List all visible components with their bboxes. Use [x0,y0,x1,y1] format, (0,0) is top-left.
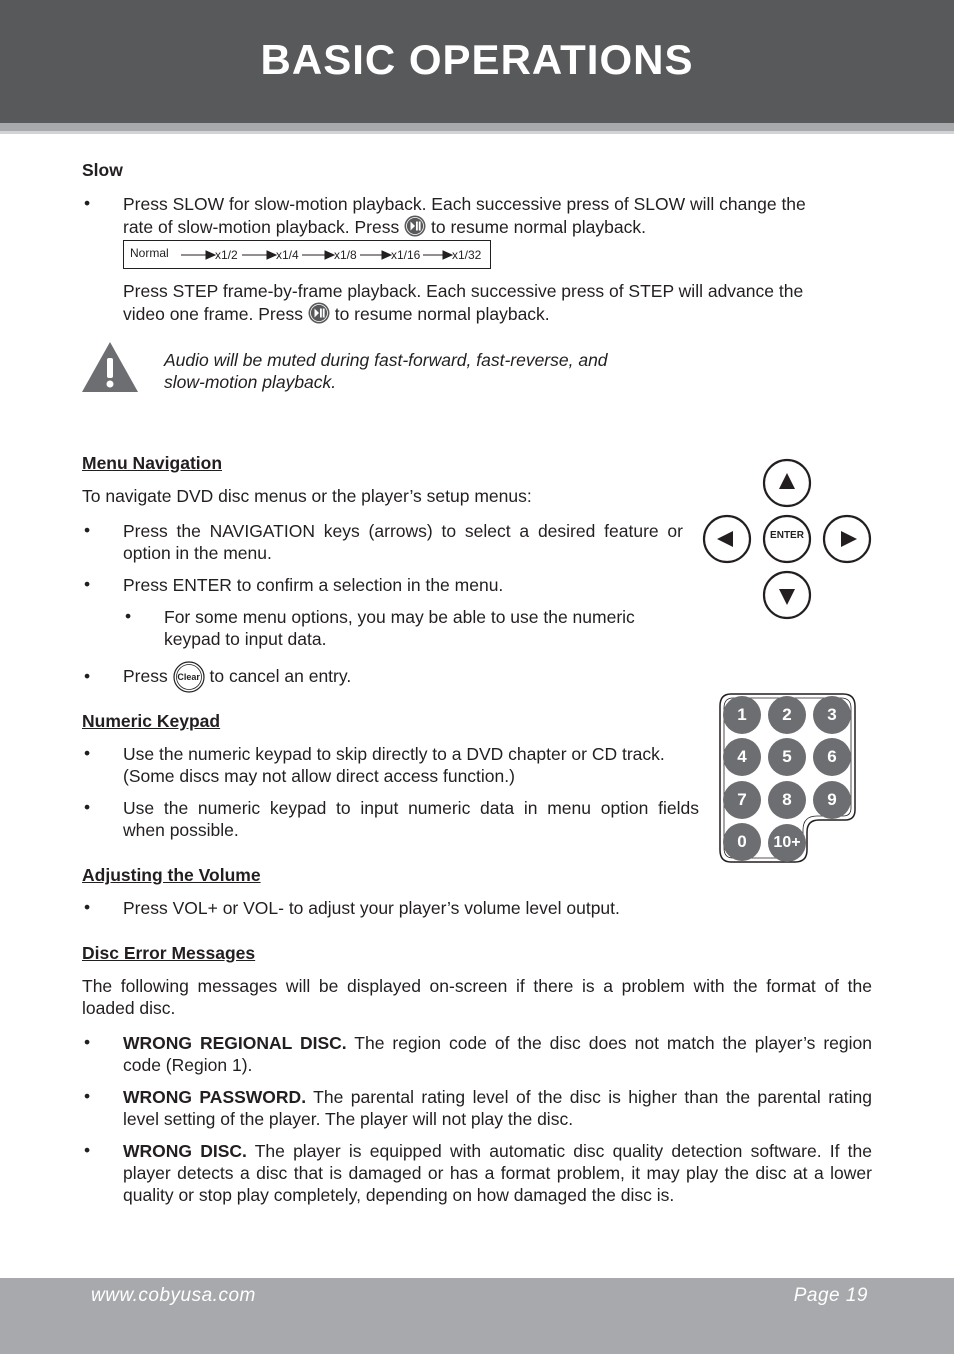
step-line-1: Press STEP frame-by-frame playback. Each successive press of STEP will advance the [123,281,804,301]
error-2-line1 [123,1086,872,1108]
clear-label: Clear [177,672,200,683]
numeric-keypad-heading: Numeric Keypad [82,711,221,731]
menu-nav-sub-line1: For some menu options, you may be able to use the numeric [164,607,635,627]
error-wrong-disc [123,1140,872,1206]
menu-nav-bullet-3 [123,660,351,693]
bullet: • [84,574,91,594]
header-divider-light [0,131,954,134]
numeric-b2-line2: when possible. [123,820,239,840]
bullet: • [84,1086,91,1106]
header-divider [0,123,954,131]
arrow-icon [206,251,215,259]
rate-5: x1/32 [452,248,482,262]
menu-nav-b1-line1: Press the NAVIGATION keys (arrows) to select a desired feature or [123,521,683,541]
bullet: • [84,1140,91,1160]
key-1: 1 [723,696,761,734]
enter-label: ENTER [770,530,804,541]
key-10-plus: 10+ [768,824,806,862]
error-1-title: WRONG REGIONAL DISC. [123,1033,347,1053]
bullet: • [84,666,91,686]
navigation-pad [700,456,876,622]
warning-icon [81,341,139,398]
arrow-icon [325,251,334,259]
numeric-keypad-graphic [719,693,857,863]
bullet: • [84,797,91,817]
error-3-line3: quality or stop play completely, depending on how damaged the disc is. [123,1185,675,1205]
rate-3: x1/8 [334,248,357,262]
error-3-line1 [123,1140,872,1162]
error-wrong-password [123,1086,872,1130]
key-9: 9 [813,781,851,819]
slow-line-2a: rate of slow-motion playback. Press [123,217,400,238]
rate-1: x1/2 [215,248,238,262]
play-pause-icon [308,302,330,329]
menu-nav-b1-line2: option in the menu. [123,543,272,563]
key-0: 0 [723,823,761,861]
rate-normal: Normal [130,246,169,260]
key-3: 3 [813,696,851,734]
disc-errors-intro [82,975,872,1019]
error-1-line1 [123,1032,872,1054]
page-title: BASIC OPERATIONS [260,36,694,83]
down-arrow-button [764,572,810,618]
step-line-2a: video one frame. Press [123,304,303,325]
right-arrow-button [824,516,870,562]
disc-errors-heading: Disc Error Messages [82,943,256,963]
bullet: • [125,606,132,626]
key-6: 6 [813,738,851,776]
slow-line-2b: to resume normal playback. [430,217,646,238]
step-text [123,280,863,329]
key-7: 7 [723,781,761,819]
error-3-title: WRONG DISC. [123,1141,247,1161]
error-2-text: The parental rating level of the disc is higher than the parental rating [306,1087,872,1107]
warning-text [164,349,684,393]
error-wrong-regional-disc [123,1032,872,1076]
footer-url[interactable]: www.cobyusa.com [91,1285,256,1306]
bullet: • [84,743,91,763]
bullet: • [84,897,91,917]
slow-heading: Slow [82,160,123,180]
slow-line-2 [123,215,863,242]
menu-nav-bullet-2: Press ENTER to confirm a selection in the menu. [123,575,504,595]
slow-bullet-text [123,193,863,242]
bullet: • [84,193,91,213]
slow-rate-diagram [123,240,491,269]
left-arrow-button [704,516,750,562]
bullet: • [84,1032,91,1052]
menu-nav-bullet-1 [123,520,683,564]
warning-line-1: Audio will be muted during fast-forward, fast-reverse, and [164,350,608,370]
rate-4: x1/16 [391,248,421,262]
error-3-text: The player is equipped with automatic disc quality detection software. If the [246,1141,872,1161]
up-arrow-button [764,460,810,506]
arrow-icon [443,251,452,259]
key-8: 8 [768,781,806,819]
error-1-line2: code (Region 1). [123,1055,253,1075]
clear-button-icon [173,661,205,693]
menu-nav-sub-bullet [164,606,684,650]
menu-nav-b3a: Press [123,666,168,686]
key-5: 5 [768,738,806,776]
numeric-b1-line2: (Some discs may not allow direct access function.) [123,766,515,786]
warning-line-2: slow-motion playback. [164,372,337,392]
numeric-b1-line1: Use the numeric keypad to skip directly to a DVD chapter or CD track. [123,744,665,764]
bullet: • [84,520,91,540]
arrow-icon [382,251,391,259]
arrow-icon [267,251,276,259]
play-pause-icon [404,215,426,242]
step-line-2 [123,302,863,329]
disc-errors-intro-line2: loaded disc. [82,998,176,1018]
error-2-line2: level setting of the player. The player will not play the disc. [123,1109,574,1129]
step-line-2b: to resume normal playback. [334,304,550,325]
numeric-bullet-1 [123,743,703,787]
numeric-b2-line1: Use the numeric keypad to input numeric data in menu option fields [123,798,699,818]
slow-line-1: Press SLOW for slow-motion playback. Each successive press of SLOW will change the [123,194,806,214]
numeric-bullet-2 [123,797,699,841]
disc-errors-intro-line1: The following messages will be displayed on-screen if there is a problem with the format of the [82,976,872,996]
menu-nav-heading: Menu Navigation [82,453,223,473]
menu-nav-b3b: to cancel an entry. [209,666,352,686]
menu-nav-intro: To navigate DVD disc menus or the player’s setup menus: [82,486,532,506]
key-2: 2 [768,696,806,734]
rate-2: x1/4 [276,248,299,262]
error-2-title: WRONG PASSWORD. [123,1087,307,1107]
menu-nav-sub-line2: keypad to input data. [164,629,327,649]
volume-bullet: Press VOL+ or VOL- to adjust your player’s volume level output. [123,898,620,918]
error-3-line2: player detects a disc that is damaged or has a format problem, it may play the disc at a lower [123,1163,872,1183]
key-4: 4 [723,738,761,776]
volume-heading: Adjusting the Volume [82,865,261,885]
error-1-text: The region code of the disc does not match the player’s region [346,1033,873,1053]
page-number: Page 19 [793,1285,868,1306]
